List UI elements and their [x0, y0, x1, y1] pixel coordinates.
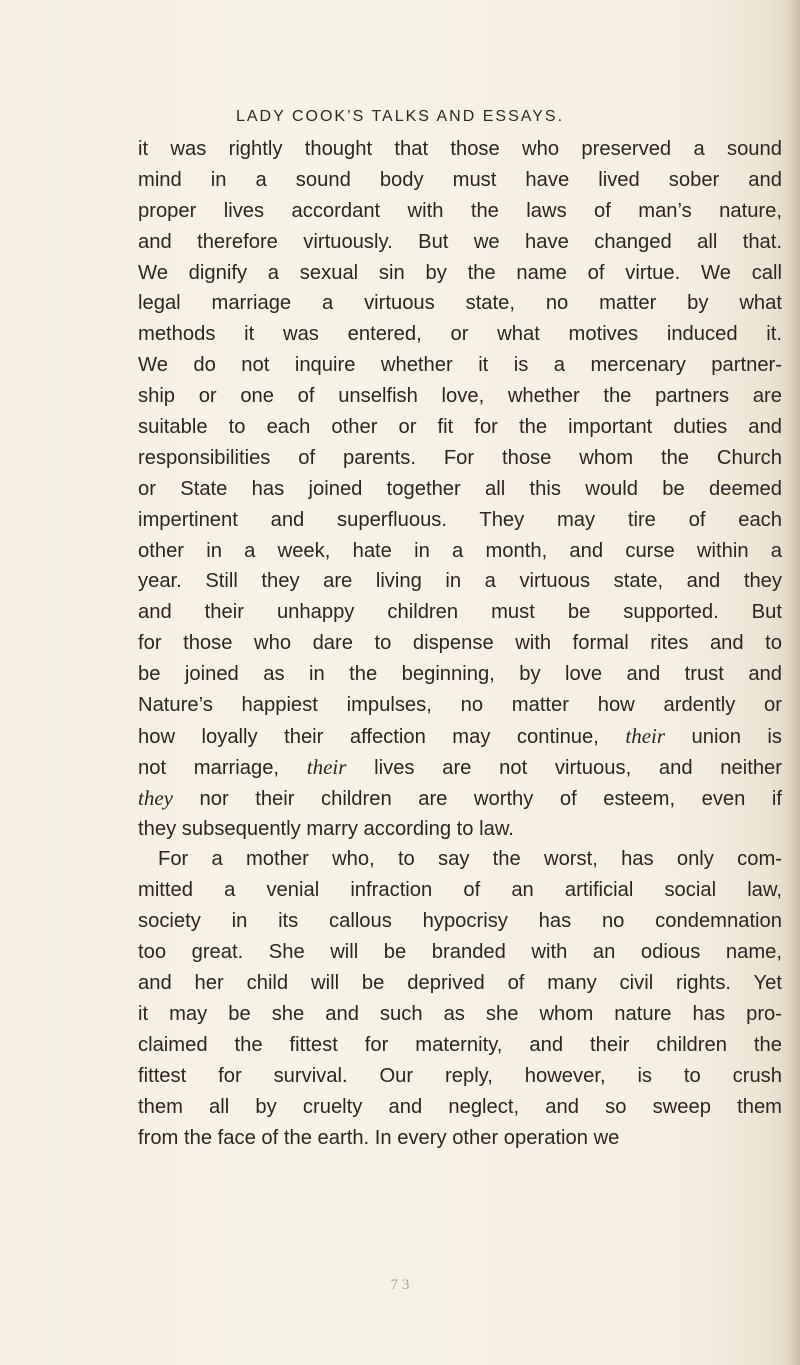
- text-line: and therefore virtuously. But we have changed all that.: [138, 230, 782, 253]
- text-line: [138, 721, 782, 752]
- text-line: impertinent and superfluous. They may tire of each: [138, 508, 782, 531]
- text-line: Nature’s happiest impulses, no matter how ardently or: [138, 694, 782, 717]
- page-edge-shadow: [786, 0, 800, 1365]
- text-line: society in its callous hypocrisy has no condemnation: [138, 910, 782, 933]
- text-line: mind in a sound body must have lived sober and: [138, 168, 782, 191]
- text-line: We do not inquire whether it is a mercenary partner-: [138, 354, 782, 377]
- text-line: suitable to each other or fit for the important duties and: [138, 416, 782, 439]
- text-line: proper lives accordant with the laws of man’s nature,: [138, 199, 782, 222]
- text-line: from the face of the earth. In every other operation we: [138, 1126, 620, 1149]
- text-segment: union is: [665, 725, 782, 748]
- text-line: it was rightly thought that those who preserved a sound: [138, 138, 782, 160]
- text-line: For a mother who, to say the worst, has only com-: [158, 848, 782, 871]
- text-line: fittest for survival. Our reply, however, is to crush: [138, 1064, 782, 1087]
- running-head: LADY COOK’S TALKS AND ESSAYS.: [235, 108, 565, 125]
- text-line: claimed the fittest for maternity, and their children the: [138, 1033, 782, 1056]
- text-line: [138, 783, 782, 814]
- text-segment: how loyally their affection may continue,: [138, 725, 626, 748]
- body-text: [138, 134, 782, 1153]
- text-line: or State has joined together all this would be deemed: [138, 477, 782, 500]
- italic-word: their: [625, 723, 666, 748]
- text-line: be joined as in the beginning, by love and trust and: [138, 663, 782, 686]
- page-number: 7 3: [390, 1277, 410, 1293]
- text-line: and their unhappy children must be supported. But: [138, 601, 782, 624]
- text-line: them all by cruelty and neglect, and so sweep them: [138, 1095, 782, 1118]
- text-line: legal marriage a virtuous state, no matter by what: [138, 292, 782, 315]
- text-line: they subsequently marry according to law.: [138, 817, 514, 840]
- text-line: for those who dare to dispense with formal rites and to: [138, 632, 782, 655]
- text-line: other in a week, hate in a month, and curse within a: [138, 539, 782, 562]
- italic-word: their: [306, 754, 347, 779]
- text-line: it may be she and such as she whom nature has pro-: [138, 1002, 782, 1025]
- text-line: mitted a venial infraction of an artificial social law,: [138, 879, 782, 902]
- italic-word: they: [138, 785, 173, 810]
- text-segment: lives are not virtuous, and neither: [346, 756, 782, 779]
- text-segment: not marriage,: [138, 756, 307, 779]
- text-line: [138, 752, 782, 783]
- text-line: We dignify a sexual sin by the name of virtue. We call: [138, 261, 782, 284]
- text-line: and her child will be deprived of many civil rights. Yet: [138, 972, 782, 995]
- text-line: too great. She will be branded with an odious name,: [138, 941, 782, 964]
- text-line: ship or one of unselfish love, whether the partners are: [138, 385, 782, 408]
- text-line: year. Still they are living in a virtuous state, and they: [138, 570, 782, 593]
- text-line: methods it was entered, or what motives induced it.: [138, 323, 782, 346]
- text-line: responsibilities of parents. For those whom the Church: [138, 446, 782, 469]
- text-segment: nor their children are worthy of esteem, even if: [172, 787, 782, 810]
